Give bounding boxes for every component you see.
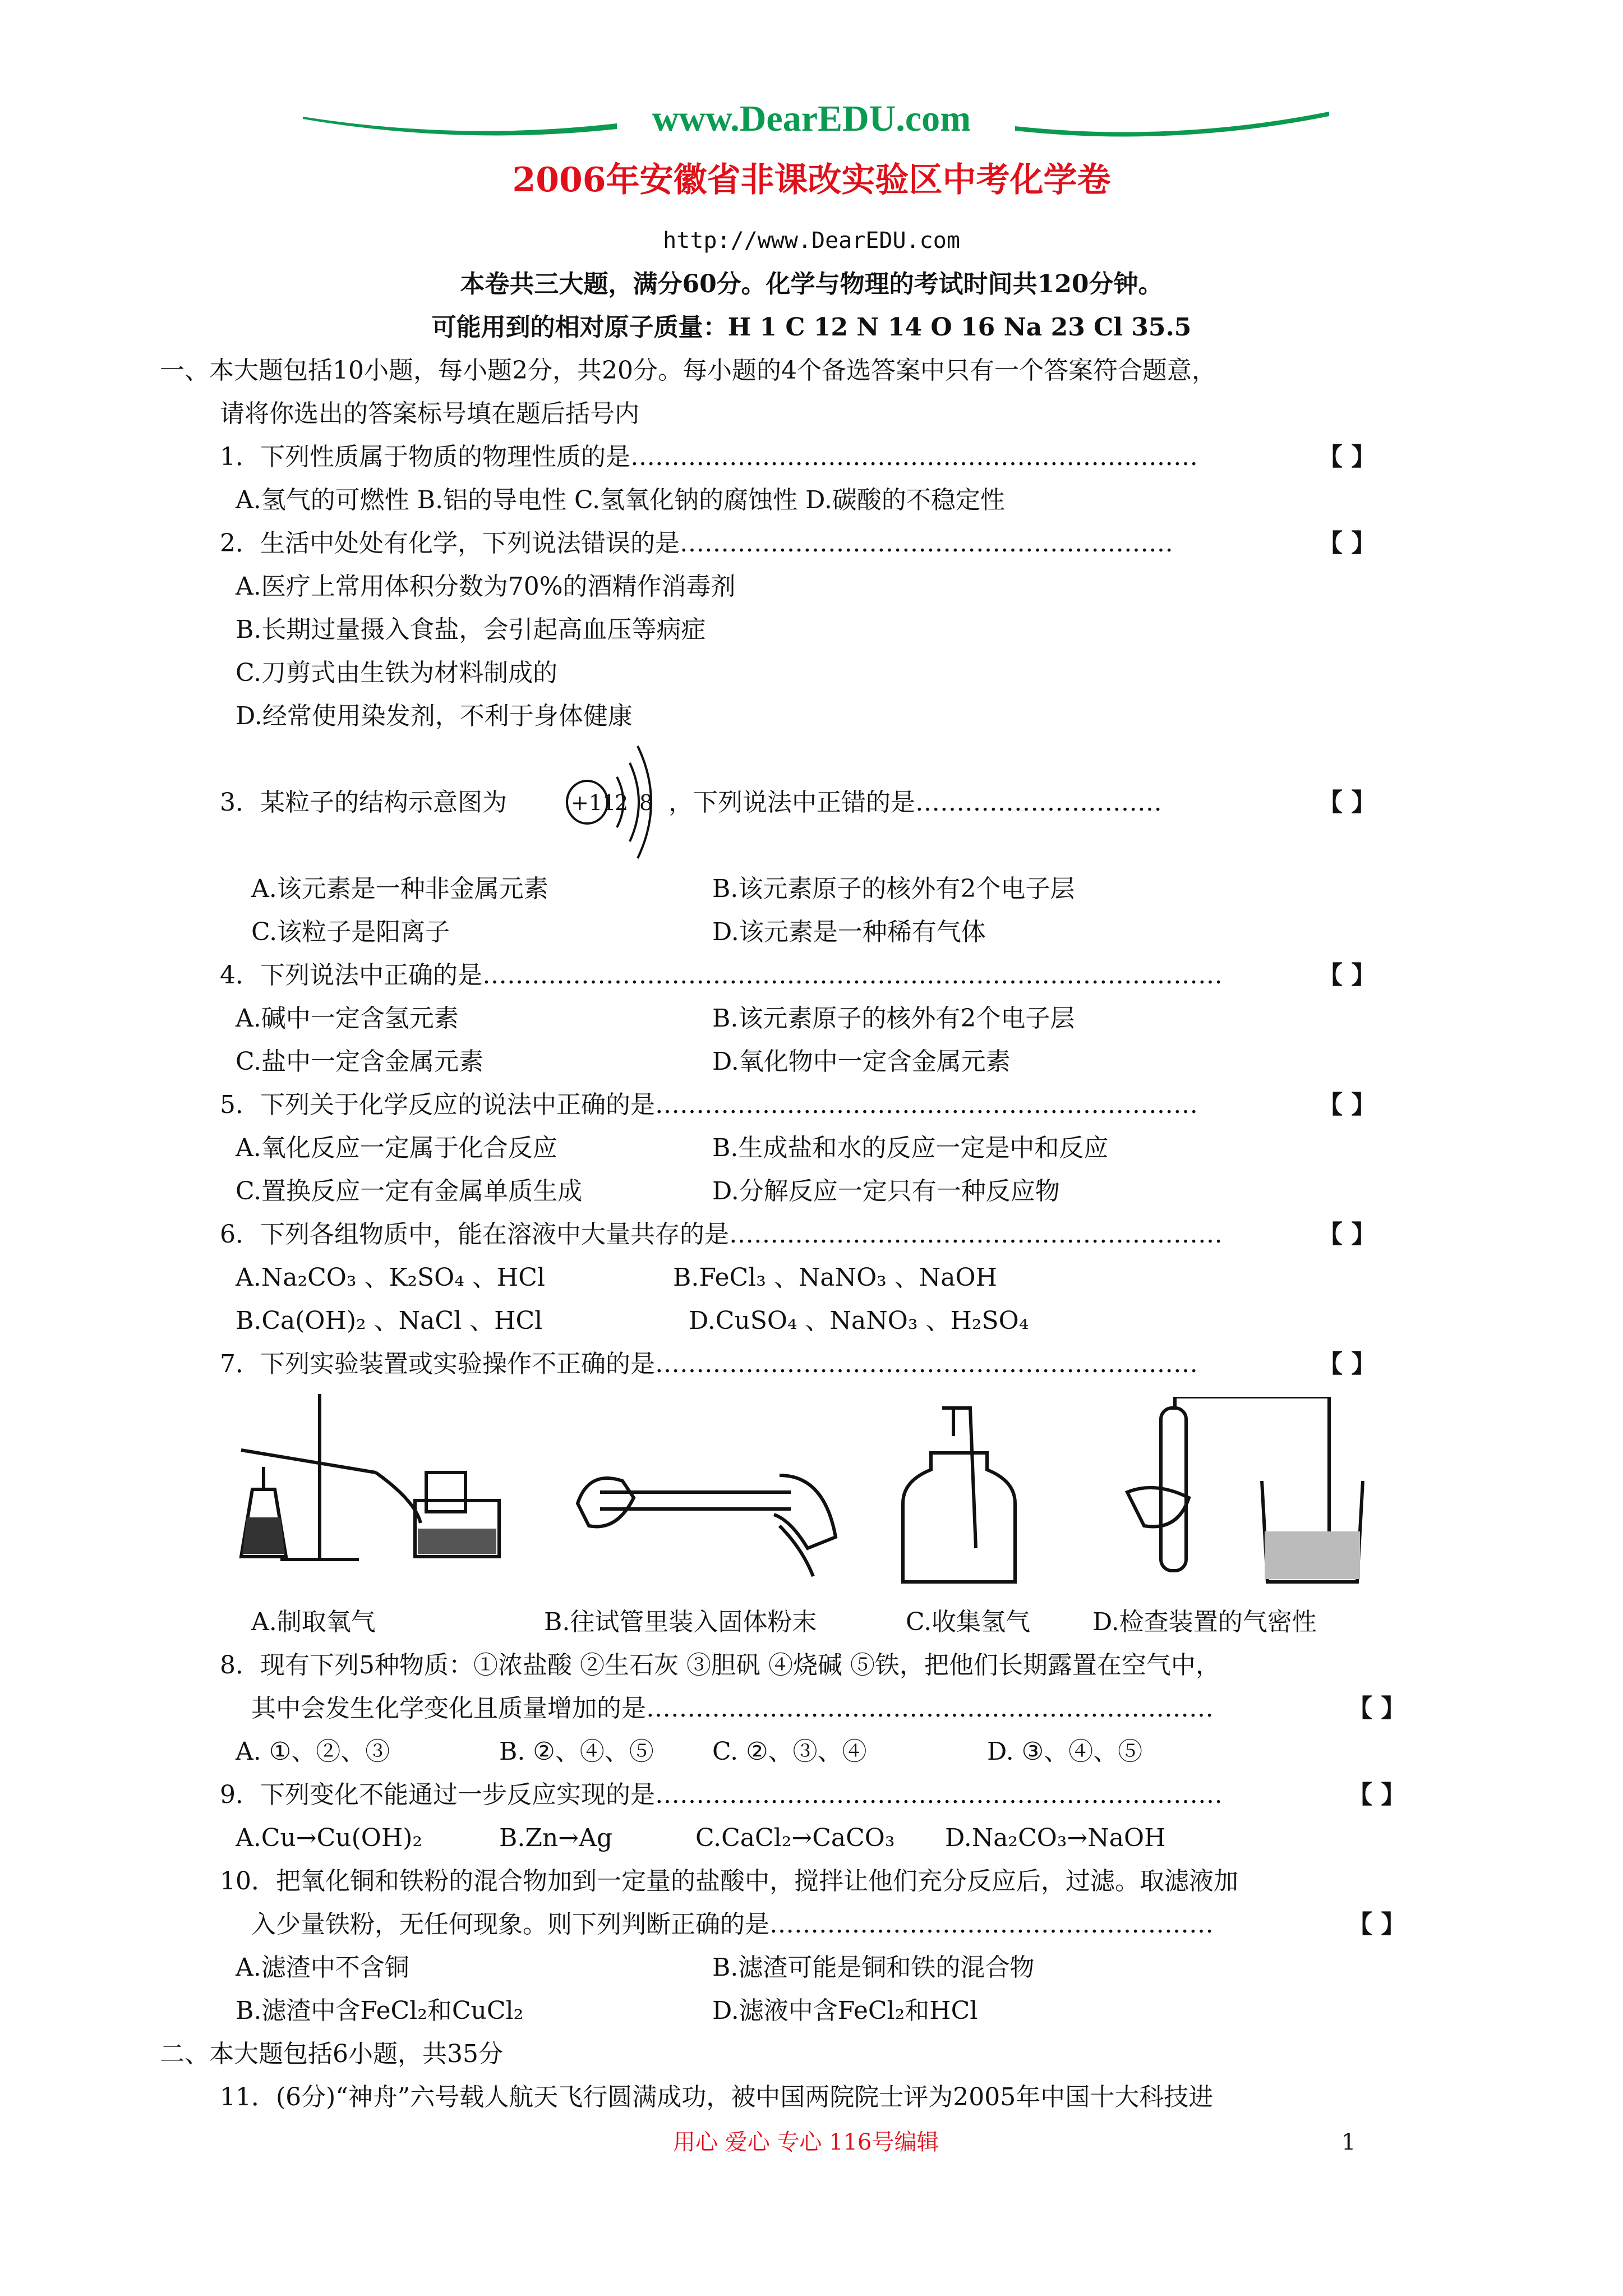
- apparatus-oxygen-prep-image: [230, 1388, 522, 1590]
- q9-option-a: A.Cu→Cu(OH)₂: [236, 1824, 423, 1852]
- q5-option-c: C.置换反应一定有金属单质生成: [236, 1177, 583, 1205]
- page-title: 2006年安徽省非课改实验区中考化学卷: [512, 160, 1111, 200]
- q7-answer-bracket[interactable]: 【 】: [1318, 1350, 1376, 1378]
- q5-option-b: B.生成盐和水的反应一定是中和反应: [712, 1134, 1109, 1162]
- site-banner[interactable]: www.DearEDU.com: [652, 98, 971, 139]
- q6-option-d: D.CuSO₄ 、NaNO₃ 、H₂SO₄: [689, 1306, 1029, 1335]
- q10-answer-bracket[interactable]: 【 】: [1348, 1910, 1406, 1939]
- q4-option-b: B.该元素原子的核外有2个电子层: [712, 1004, 1075, 1033]
- q2-answer-bracket[interactable]: 【 】: [1318, 529, 1376, 558]
- q9-option-b: B.Zn→Ag: [499, 1824, 613, 1852]
- site-url[interactable]: http://www.DearEDU.com: [663, 228, 960, 254]
- q5-answer-bracket[interactable]: 【 】: [1318, 1091, 1376, 1119]
- q4-option-c: C.盐中一定含金属元素: [236, 1047, 484, 1076]
- footer-credit: 用心 爱心 专心 116号编辑: [673, 2129, 939, 2155]
- q8-answer-bracket[interactable]: 【 】: [1348, 1694, 1406, 1723]
- q3-option-a: A.该元素是一种非金属元素: [251, 875, 548, 903]
- q6-stem: 6．下列各组物质中，能在溶液中大量共存的是……………………………………………………: [220, 1220, 1223, 1249]
- q6-option-a: A.Na₂CO₃ 、K₂SO₄ 、HCl: [236, 1263, 545, 1292]
- q3-option-b: B.该元素原子的核外有2个电子层: [712, 875, 1075, 903]
- q10-stem-line-2: 入少量铁粉，无任何现象。则下列判断正确的是………………………………………………: [251, 1910, 1214, 1939]
- apparatus-test-tube-powder-image: [566, 1436, 847, 1582]
- page-number: 1: [1341, 2129, 1356, 2155]
- q10-stem-line-1: 10．把氧化铜和铁粉的混合物加到一定量的盐酸中，搅拌让他们充分反应后，过滤。取滤液加: [220, 1867, 1238, 1895]
- q8-option-a: A. ①、②、③: [236, 1737, 390, 1766]
- q1-stem: 1．下列性质属于物质的物理性质的是……………………………………………………………: [220, 443, 1198, 471]
- q2-stem: 2．生活中处处有化学，下列说法错误的是……………………………………………………: [220, 529, 1173, 558]
- q8-option-b: B. ②、④、⑤: [499, 1737, 654, 1766]
- section2-heading: 二、本大题包括6小题，共35分: [160, 2040, 503, 2068]
- q3-answer-bracket[interactable]: 【 】: [1318, 788, 1376, 817]
- q10-option-d: D.滤液中含FeCl₂和HCl: [712, 1996, 978, 2025]
- q5-stem: 5．下列关于化学反应的说法中正确的是…………………………………………………………: [220, 1091, 1198, 1119]
- q2-option-c: C.刀剪式由生铁为材料制成的: [236, 659, 558, 687]
- q6-option-c: B.Ca(OH)₂ 、NaCl 、HCl: [236, 1306, 543, 1335]
- q9-option-c: C.CaCl₂→CaCO₃: [695, 1824, 895, 1852]
- intro-line-2: 可能用到的相对原子质量：H 1 C 12 N 14 O 16 Na 23 Cl 35.5: [431, 313, 1192, 342]
- q1-options: A.氢气的可燃性 B.铝的导电性 C.氢氧化钠的腐蚀性 D.碳酸的不稳定性: [236, 486, 1005, 514]
- q9-stem: 9．下列变化不能通过一步反应实现的是……………………………………………………………: [220, 1780, 1223, 1809]
- q7-option-d: D.检查装置的气密性: [1092, 1608, 1317, 1636]
- q2-option-b: B.长期过量摄入食盐，会引起高血压等病症: [236, 615, 706, 644]
- q6-answer-bracket[interactable]: 【 】: [1318, 1220, 1376, 1249]
- atom-shell2-label: 8: [639, 790, 653, 815]
- q8-stem-line-1: 8．现有下列5种物质：①浓盐酸 ②生石灰 ③胆矾 ④烧碱 ⑤铁，把他们长期露置在空气中，: [220, 1651, 1220, 1680]
- apparatus-collect-hydrogen-image: [892, 1402, 1026, 1588]
- q4-option-a: A.碱中一定含氢元素: [236, 1004, 459, 1033]
- q4-answer-bracket[interactable]: 【 】: [1318, 961, 1376, 990]
- q2-option-a: A.医疗上常用体积分数为70%的酒精作消毒剂: [236, 572, 736, 601]
- q7-option-c: C.收集氢气: [906, 1608, 1031, 1636]
- q6-option-b: B.FeCl₃ 、NaNO₃ 、NaOH: [673, 1263, 997, 1292]
- q4-stem: 4．下列说法中正确的是………………………………………………………………………………: [220, 961, 1223, 990]
- atom-shell1-label: 2: [615, 790, 629, 815]
- q2-option-d: D.经常使用染发剂，不利于身体健康: [236, 702, 633, 730]
- q3-option-c: C.该粒子是阳离子: [251, 918, 450, 946]
- apparatus-airtightness-check-image: [1094, 1397, 1374, 1599]
- q4-option-d: D.氧化物中一定含金属元素: [712, 1047, 1011, 1076]
- q1-answer-bracket[interactable]: 【 】: [1318, 443, 1376, 471]
- q9-option-d: D.Na₂CO₃→NaOH: [945, 1824, 1166, 1852]
- q5-option-d: D.分解反应一定只有一种反应物: [712, 1177, 1060, 1205]
- q11-stem-line-1: 11．(6分)“神舟”六号载人航天飞行圆满成功，被中国两院院士评为2005年中国十大科技进: [220, 2083, 1214, 2111]
- section1-heading-1: 一、本大题包括10小题，每小题2分，共20分。每小题的4个备选答案中只有一个答案符合题意，: [160, 356, 1216, 385]
- q3-option-d: D.该元素是一种稀有气体: [712, 918, 986, 946]
- q7-option-b: B.往试管里装入固体粉末: [544, 1608, 817, 1636]
- q7-stem: 7．下列实验装置或实验操作不正确的是…………………………………………………………: [220, 1350, 1198, 1378]
- intro-line-1: 本卷共三大题，满分60分。化学与物理的考试时间共120分钟。: [460, 270, 1163, 298]
- section1-heading-2: 请将你选出的答案标号填在题后括号内: [220, 399, 639, 428]
- q7-option-a: A.制取氧气: [251, 1608, 376, 1636]
- q3-stem-a: 3．某粒子的结构示意图为: [220, 788, 507, 817]
- q10-option-b: B.滤渣可能是铜和铁的混合物: [712, 1953, 1035, 1982]
- atom-nucleus-label: +11: [571, 790, 616, 815]
- q9-answer-bracket[interactable]: 【 】: [1348, 1780, 1406, 1809]
- q3-stem-b: ，下列说法中正错的是…………………………: [668, 788, 1162, 817]
- q8-stem-line-2: 其中会发生化学变化且质量增加的是……………………………………………………………: [251, 1694, 1214, 1723]
- q8-option-d: D. ③、④、⑤: [987, 1737, 1143, 1766]
- q10-option-c: B.滤渣中含FeCl₂和CuCl₂: [236, 1996, 524, 2025]
- q8-option-c: C. ②、③、④: [712, 1737, 867, 1766]
- q10-option-a: A.滤渣中不含铜: [236, 1953, 409, 1982]
- q5-option-a: A.氧化反应一定属于化合反应: [236, 1134, 557, 1162]
